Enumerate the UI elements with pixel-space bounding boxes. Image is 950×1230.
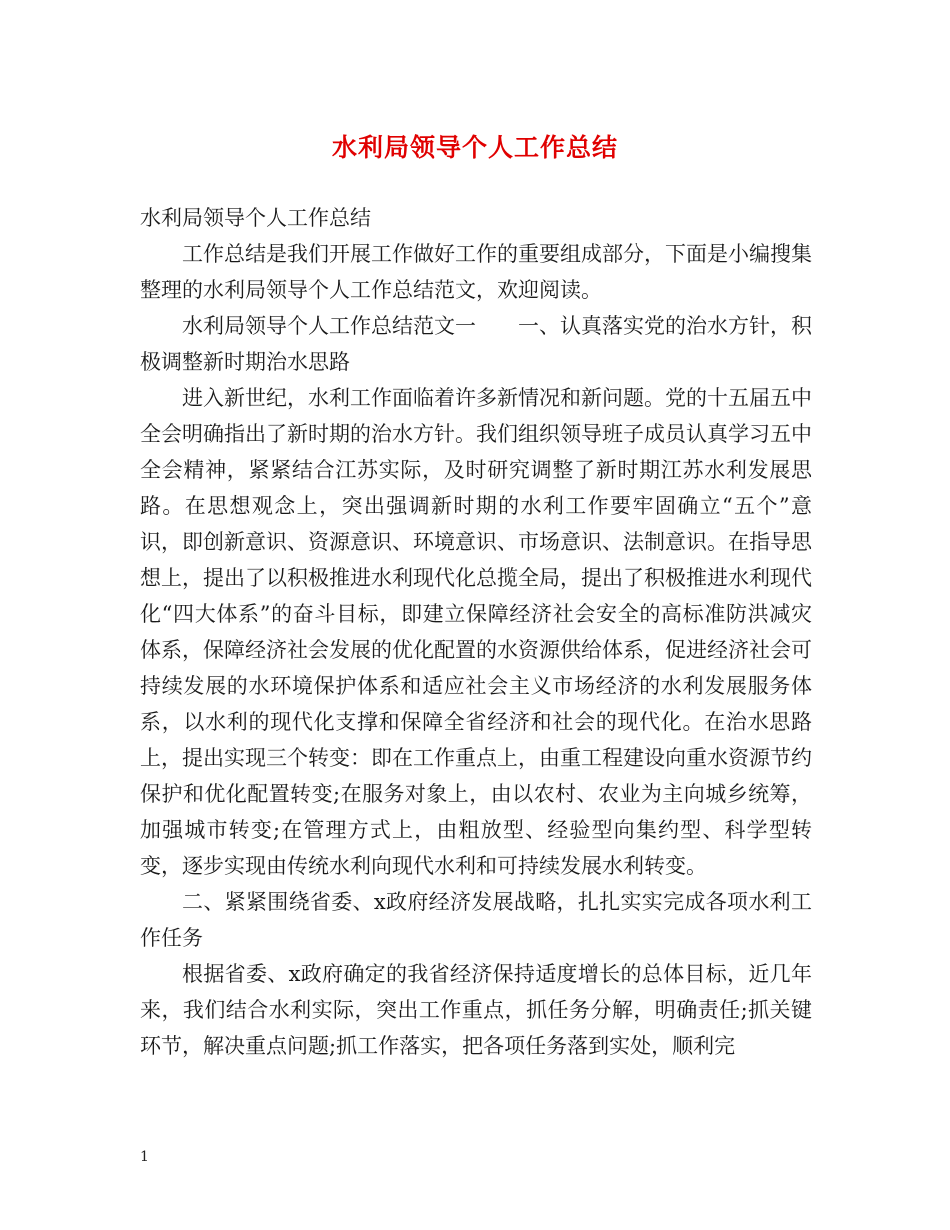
document-title: 水利局领导个人工作总结 <box>331 133 618 162</box>
page-number: 1 <box>140 1149 149 1165</box>
paragraph-heading: 水利局领导个人工作总结 <box>140 206 371 230</box>
paragraph-intro: 工作总结是我们开展工作做好工作的重要组成部分，下面是小编搜集整理的水利局领导个人工作总结范文，欢迎阅读。 <box>140 242 812 302</box>
paragraph-section-one-heading: 水利局领导个人工作总结范文一 一、认真落实党的治水方针，积极调整新时期治水思路 <box>140 314 812 374</box>
paragraph-section-two-heading: 二、紧紧围绕省委、x政府经济发展战略，扎扎实实完成各项水利工作任务 <box>140 890 812 950</box>
paragraph-section-one-body: 进入新世纪，水利工作面临着许多新情况和新问题。党的十五届五中全会明确指出了新时期的治水方针。我们组织领导班子成员认真学习五中全会精神，紧紧结合江苏实际，及时研究调整了新时期江苏水利发展思路。在思想观念上，突出强调新时期的水利工作要牢固确立“五个”意识，即创新意识、资源意识、环境意识、市场意识、法制意识。在指导思想上，提出了以积极推进水利现代化总揽全局，提出了积极推进水利现代化“四大体系”的奋斗目标，即建立保障经济社会安全的高标准防洪减灾体系，保障经济社会发展的优化配置的水资源供给体系，促进经济社会可持续发展的水环境保护体系和适应社会主义市场经济的水利发展服务体系，以水利的现代化支撑和保障全省经济和社会的现代化。在治水思路上，提出实现三个转变：即在工作重点上，由重工程建设向重水资源节约保护和优化配置转变;在服务对象上，由以农村、农业为主向城乡统筹，加强城市转变;在管理方式上，由粗放型、经验型向集约型、科学型转变，逐步实现由传统水利向现代水利和可持续发展水利转变。 <box>140 386 812 878</box>
paragraph-section-two-body: 根据省委、x政府确定的我省经济保持适度增长的总体目标，近几年来，我们结合水利实际，突出工作重点，抓任务分解，明确责任;抓关键环节，解决重点问题;抓工作落实，把各项任务落到实处，顺利完 <box>140 962 812 1058</box>
document-body <box>140 200 812 1064</box>
